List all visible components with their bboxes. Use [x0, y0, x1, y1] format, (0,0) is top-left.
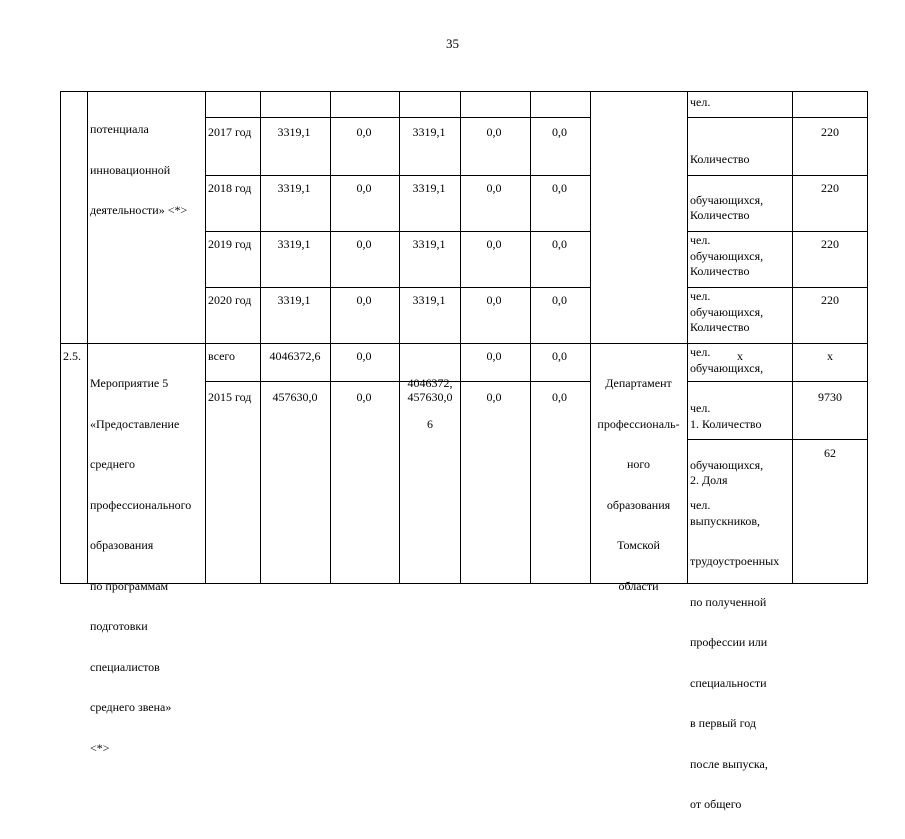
amount-local: 0,0 [486, 125, 502, 139]
row-divider [205, 175, 591, 176]
year-cell: 2015 год [208, 390, 252, 404]
row-divider [205, 287, 591, 288]
row-divider [205, 231, 591, 232]
amount-local: 0,0 [486, 237, 502, 251]
indicator-value: 220 [821, 293, 839, 307]
year-cell: 2017 год [208, 125, 252, 139]
year-cell: 2018 год [208, 181, 252, 195]
year-cell: 2019 год [208, 237, 252, 251]
measure-number: 2.5. [63, 349, 81, 363]
column-divider [330, 91, 331, 584]
column-divider [205, 91, 206, 584]
amount-other: 0,0 [552, 237, 567, 251]
amount-other: 0,0 [552, 125, 567, 139]
amount-total: 457630,0 [272, 390, 318, 404]
indicator-cell: x [737, 349, 743, 363]
indicator-cell: Количество обучающихся, чел. [690, 264, 764, 359]
column-divider [260, 91, 261, 584]
amount-other: 0,0 [552, 349, 567, 363]
indicator-cell: 1. Количество обучающихся, чел. [690, 417, 764, 512]
indicator-value: 220 [821, 181, 839, 195]
amount-total: 3319,1 [277, 125, 311, 139]
amount-other: 0,0 [552, 181, 567, 195]
column-divider [87, 91, 88, 584]
year-cell: всего [208, 349, 236, 363]
amount-local: 0,0 [486, 293, 502, 307]
indicator-cell: Количество обучающихся, чел. [690, 152, 764, 247]
indicator-cell: Количество обучающихся, чел. [690, 320, 764, 415]
indicator-value: x [827, 349, 833, 363]
budget-table [60, 91, 868, 811]
amount-regional: 3319,1 [412, 293, 446, 307]
column-divider [530, 91, 531, 584]
amount-total: 3319,1 [277, 181, 311, 195]
page-number: 35 [446, 36, 459, 51]
table-border-top [60, 91, 868, 92]
amount-regional: 3319,1 [412, 181, 446, 195]
amount-regional: 4046372, 6 [407, 376, 453, 431]
amount-federal: 0,0 [356, 125, 372, 139]
amount-other: 0,0 [552, 390, 567, 404]
amount-regional: 3319,1 [412, 125, 446, 139]
executor-cell: Департамент профессиональ- ного образования Томской области [597, 376, 680, 593]
amount-federal: 0,0 [356, 181, 372, 195]
measure-name-cell: потенциала инновационной деятельности» <*> [90, 122, 188, 217]
amount-local: 0,0 [486, 181, 502, 195]
column-divider [460, 91, 461, 584]
table-border-right [867, 91, 868, 584]
indicator-value: 220 [821, 237, 839, 251]
amount-federal: 0,0 [356, 349, 372, 363]
indicator-value: 220 [821, 125, 839, 139]
amount-local: 0,0 [486, 390, 502, 404]
indicator-cell: 2. Доля выпускников, трудоустроенных по полученной профессии или специальности в первый год после выпуска, от общего [690, 473, 780, 811]
measure-name-cell: Мероприятие 5 «Предоставление среднего профессионального образования по программам подготовки специалистов среднего звена» <*> [90, 376, 192, 755]
amount-total: 3319,1 [277, 237, 311, 251]
row-divider [205, 117, 591, 118]
column-divider [792, 91, 793, 584]
amount-local: 0,0 [486, 349, 502, 363]
amount-total: 4046372,6 [269, 349, 321, 363]
row-divider [687, 117, 868, 118]
amount-regional: 457630,0 [407, 390, 453, 404]
indicator-value: 9730 [818, 390, 842, 404]
amount-other: 0,0 [552, 293, 567, 307]
amount-federal: 0,0 [356, 293, 372, 307]
amount-federal: 0,0 [356, 237, 372, 251]
amount-total: 3319,1 [277, 293, 311, 307]
column-divider [687, 91, 688, 584]
column-divider [399, 91, 400, 584]
amount-regional: 3319,1 [412, 237, 446, 251]
indicator-value: 62 [824, 446, 836, 460]
indicator-unit: чел. [690, 95, 711, 109]
amount-federal: 0,0 [356, 390, 372, 404]
table-border-left [60, 91, 61, 584]
row-divider [205, 381, 591, 382]
year-cell: 2020 год [208, 293, 252, 307]
indicator-cell: Количество обучающихся, чел. [690, 208, 764, 303]
